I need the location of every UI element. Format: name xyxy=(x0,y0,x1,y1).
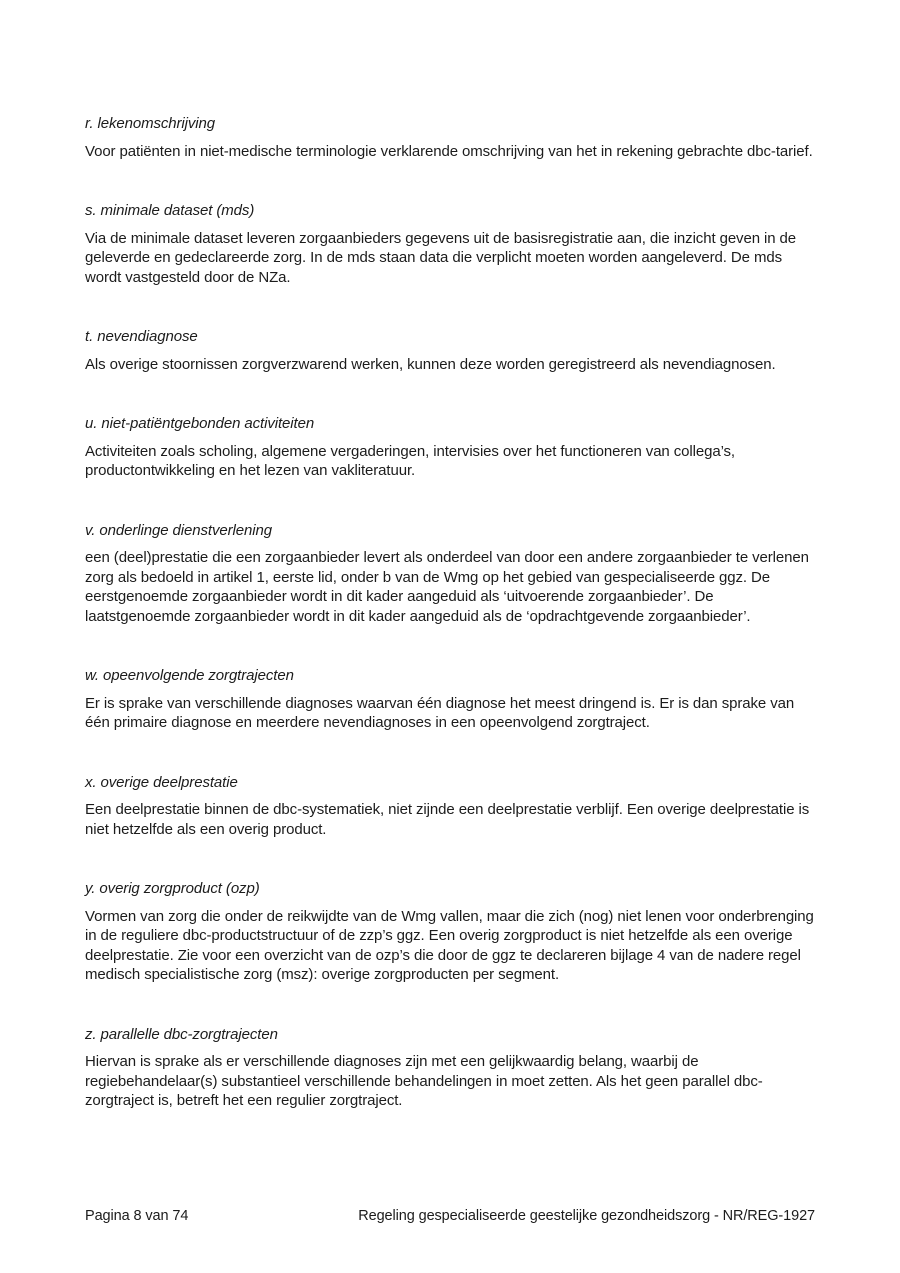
definition-s xyxy=(85,201,815,287)
definition-body-t: Als overige stoornissen zorgverzwarend werken, kunnen deze worden geregistreerd als nevendiagnosen. xyxy=(85,355,776,373)
definition-t xyxy=(85,327,815,374)
definition-heading-s: s. minimale dataset (mds) xyxy=(85,202,255,219)
definition-v xyxy=(85,521,815,627)
definition-heading-t: t. nevendiagnose xyxy=(85,328,198,345)
definition-body-x: Een deelprestatie binnen de dbc-systematiek, niet zijnde een deelprestatie verblijf. Een overige deelprestatie is niet hetzelfde als een overig product. xyxy=(85,801,810,838)
definition-body-r: Voor patiënten in niet-medische terminologie verklarende omschrijving van het in rekening gebrachte dbc-tarief. xyxy=(85,142,813,160)
definition-heading-u: u. niet-patiëntgebonden activiteiten xyxy=(85,415,315,432)
definition-heading-r: r. lekenomschrijving xyxy=(85,115,215,132)
definition-body-w: Er is sprake van verschillende diagnoses waarvan één diagnose het meest dringend is. Er is dan sprake van één primaire diagnose en meerdere nevendiagnoses in een opeenvolgend zorgtraject. xyxy=(85,694,795,731)
definition-heading-w: w. opeenvolgende zorgtrajecten xyxy=(85,667,294,684)
definition-body-v: een (deel)prestatie die een zorgaanbieder levert als onderdeel van door een andere zorgaanbieder te verlenen zorg als bedoeld in artikel 1, eerste lid, onder b van de Wmg op het gebied van gespecialiseerde ggz. De eerstgenoemde zorgaanbieder wordt in dit kader aangeduid als ‘uitvoerende zorgaanbieder’. De laatstgenoemde zorgaanbieder wordt in dit kader aangeduid als de ‘opdrachtgevende zorgaanbieder’. xyxy=(85,549,809,625)
definition-u xyxy=(85,414,815,481)
definition-heading-y: y. overig zorgproduct (ozp) xyxy=(85,880,260,897)
definition-heading-x: x. overige deelprestatie xyxy=(85,773,238,791)
definition-body-s: Via de minimale dataset leveren zorgaanbieders gegevens uit de basisregistratie aan, die inzicht geven in de geleverde en gedeclareerde zorg. In de mds staan data die verplicht moeten worden aangeleverd. De mds wordt vastgesteld door de NZa. xyxy=(85,229,797,286)
page-footer xyxy=(85,1207,815,1226)
definition-z xyxy=(85,1025,815,1111)
definition-x xyxy=(85,773,815,840)
definition-body-u: Activiteiten zoals scholing, algemene vergaderingen, intervisies over het functioneren van collega’s, productontwikkeling en het lezen van vakliteratuur. xyxy=(85,442,736,479)
definition-heading-v: v. onderlinge dienstverlening xyxy=(85,521,272,539)
definition-r xyxy=(85,114,815,161)
definition-y xyxy=(85,879,815,985)
definition-body-z: Hiervan is sprake als er verschillende diagnoses zijn met een gelijkwaardig belang, waarbij de regiebehandelaar(s) substantieel verschillende behandelingen in moet zetten. Als het geen parallel dbc-zorgtraject is, betreft het een regulier zorgtraject. xyxy=(85,1053,763,1109)
definition-w xyxy=(85,666,815,733)
page-number-label: Pagina 8 van 74 xyxy=(85,1208,189,1224)
definition-heading-z: z. parallelle dbc-zorgtrajecten xyxy=(85,1025,278,1043)
document-reference: Regeling gespecialiseerde geestelijke gezondheidszorg - NR/REG-1927 xyxy=(358,1208,815,1224)
definition-body-y: Vormen van zorg die onder de reikwijdte van de Wmg vallen, maar die zich (nog) niet lenen voor onderbrenging in de reguliere dbc-productstructuur of de zzp’s ggz. Een overig zorgproduct is niet hetzelfde als een overige deelprestatie. Zie voor een overzicht van de ozp’s die door de ggz te declareren bijlage 4 van de nadere regel medisch specialistische zorg (msz): overige zorgproducten per segment. xyxy=(85,907,814,983)
